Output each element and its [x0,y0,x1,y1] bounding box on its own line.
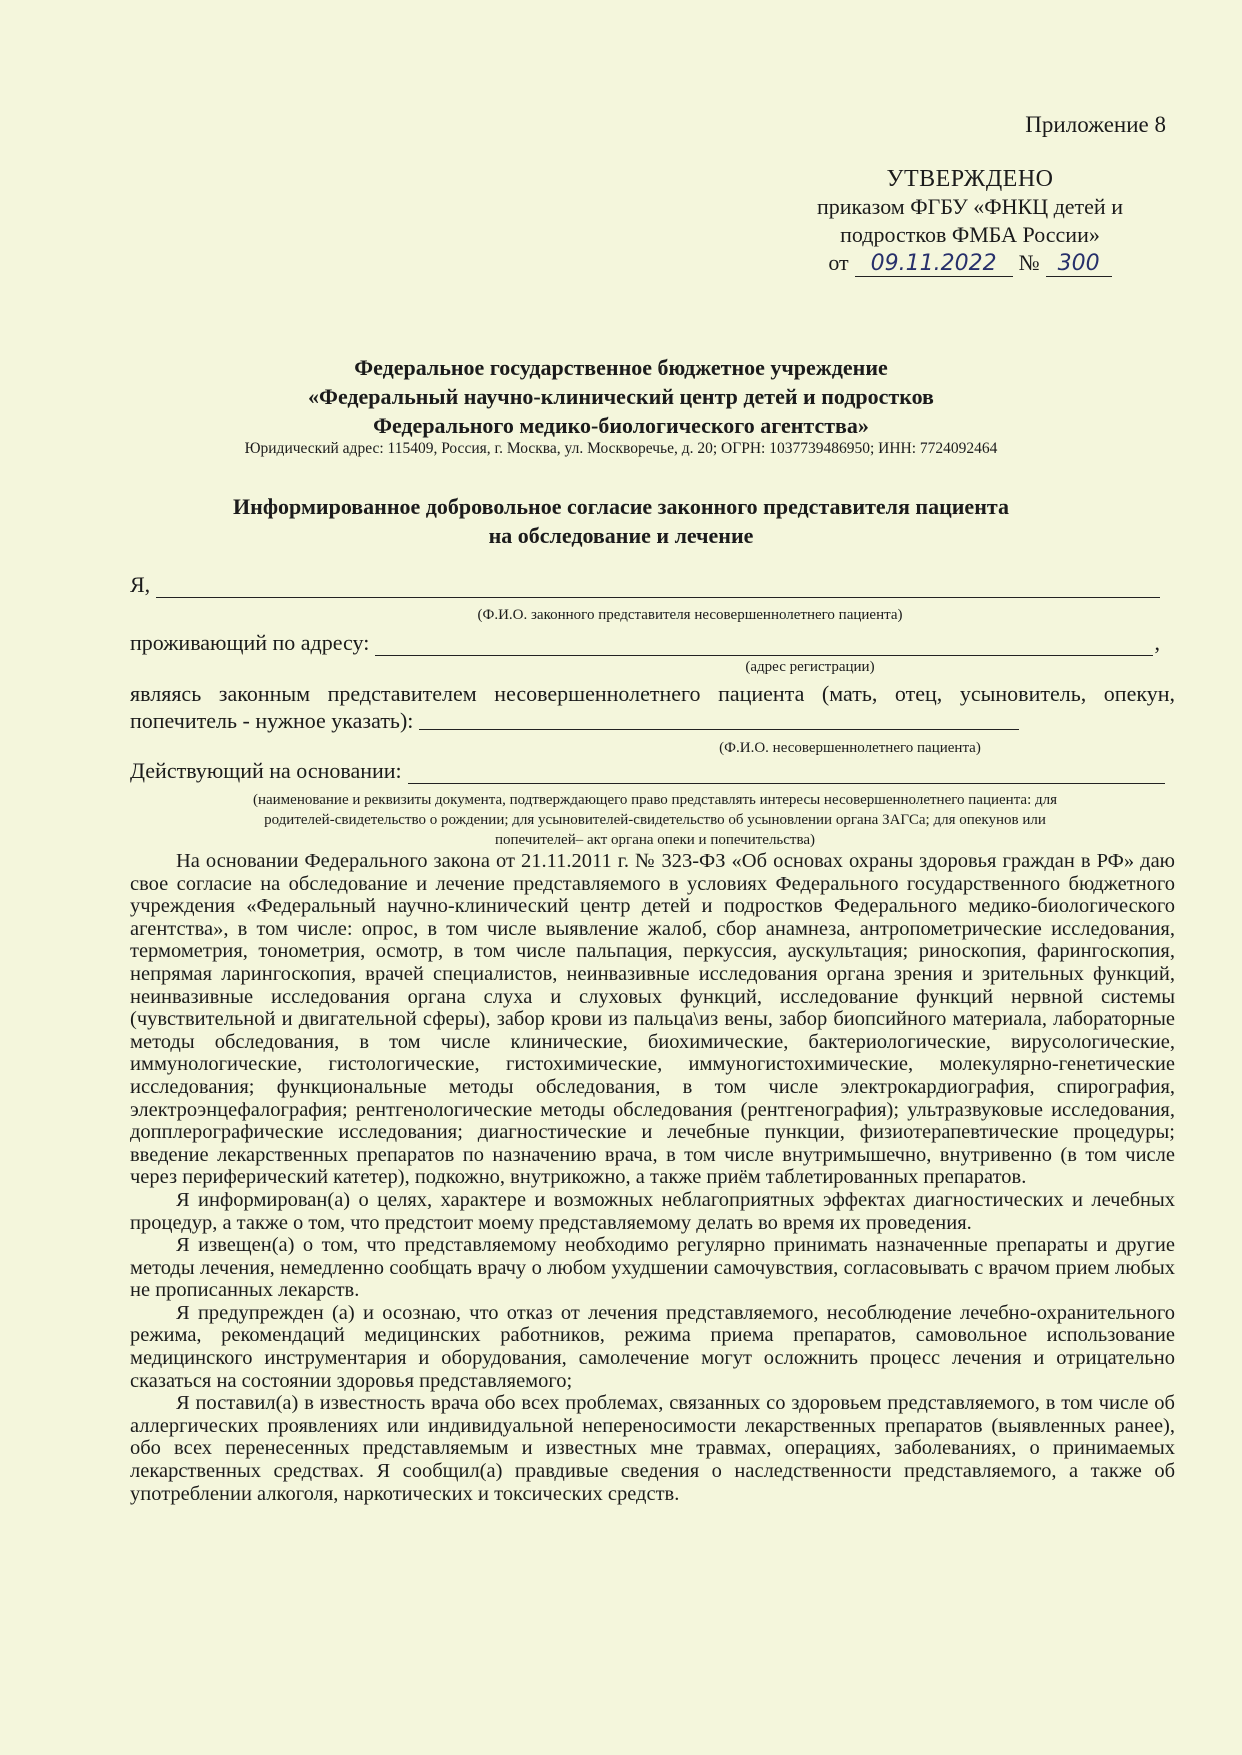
order-number: 300 [1046,252,1112,277]
patient-name-caption: (Ф.И.О. несовершеннолетнего пациента) [719,740,981,756]
representative-name-field[interactable] [156,575,1160,598]
org-line-1: Федеральное государственное бюджетное учреждение [354,355,888,380]
i-label: Я, [130,572,151,597]
basis-caption: (наименование и реквизиты документа, подтверждающего право представлять интересы несовершеннолетнего пациента: для родителей-свидетельство о рождении; для усыновителей-свидетельство об усыновлении органа ЗАГСа; для опекунов или попечителей– акт органа опеки и попечительства) [252,792,1058,848]
address-row [130,630,1160,656]
consent-body [130,850,1175,1505]
appendix-label: Приложение 8 [1025,112,1166,137]
consent-paragraph: Я поставил(а) в известность врача обо всех проблемах, связанных со здоровьем представляемого, в том числе об аллергических проявлениях или индивидуальной непереносимости лекарственных препаратов (выявленных ранее), обо всех перенесенных представляемым и известных мне травмах, операциях, заболеваниях, о принимаемых лекарственных средствах. Я сообщил(а) правдивые сведения о наследственности представляемого, а также об употреблении алкоголя, наркотических и токсических средств. [130,1392,1175,1505]
consent-paragraph: Я информирован(а) о целях, характере и возможных неблагоприятных эффектах диагностических и лечебных процедур, а также о том, что предстоит моему представляемому делать во время их проведения. [130,1188,1175,1234]
representative-name-caption: (Ф.И.О. законного представителя несовершеннолетнего пациента) [477,607,903,623]
consent-paragraph: Я предупрежден (а) и осознаю, что отказ от лечения представляемого, несоблюдение лечебно-охранительного режима, рекомендаций медицинских работников, режима приема препаратов, самовольное использование медицинского инструментария и оборудования, самолечение могут осложнить процесс лечения и отрицательно сказаться на состоянии здоровья представляемого; [130,1301,1175,1392]
org-line-2: «Федеральный научно-клинический центр детей и подростков [308,384,934,409]
approved-line-1: приказом ФГБУ «ФНКЦ детей и [817,194,1123,219]
title-line-2: на обследование и лечение [488,523,754,548]
basis-field[interactable] [408,761,1165,784]
representative-name-row [130,572,1160,598]
approved-line-2: подростков ФМБА России» [840,222,1100,247]
address-caption: (адрес регистрации) [745,659,875,675]
address-field[interactable] [375,633,1152,656]
title-line-1: Информированное добровольное согласие законного представителя пациента [233,494,1009,519]
patient-name-field[interactable] [419,709,1019,730]
order-number-label: № [1018,250,1040,275]
basis-label: Действующий на основании: [130,758,402,783]
order-from-label: от [828,250,849,275]
order-date: 09.11.2022 [855,252,1013,277]
approved-title: УТВЕРЖДЕНО [886,166,1054,192]
approval-block [790,165,1150,277]
address-label: проживающий по адресу: [130,630,370,655]
consent-paragraph: На основании Федерального закона от 21.11.2011 г. № 323-ФЗ «Об основах охраны здоровья граждан в РФ» даю свое согласие на обследование и лечение представляемого в условиях Федерального государственного бюджетного учреждения «Федеральный научно-клинический центр детей и подростков Федерального медико-биологического агентства», в том числе: опрос, в том числе выявление жалоб, сбор анамнеза, антропометрические исследования, термометрия, тонометрия, осмотр, в том числе пальпация, перкуссия, аускультация; риноскопия, фарингоскопия, непрямая ларингоскопия, врачей специалистов, неинвазивные исследования органа зрения и зрительных функций, неинвазивные исследования органа слуха и слуховых функций, исследование функций нервной системы (чувствительной и двигательной сферы), забор крови из пальца\из вены, забор биопсийного материала, лабораторные методы обследования, в том числе клинические, биохимические, бактериологические, вирусологические, иммунологические, гистологические, гистохимические, иммуногистохимические, молекулярно-генетические исследования; функциональные методы обследования, в том числе электрокардиография, спирография, электроэнцефалография; рентгенологические методы обследования (рентгенография); ультразвуковые исследования, допплерографические исследования; диагностические и лечебные пункции, физиотерапевтические процедуры; введение лекарственных препаратов по назначению врача, в том числе внутримышечно, внутривенно (в том числе через периферический катетер), подкожно, внутрикожно, а также приём таблетированных препаратов. [130,850,1175,1189]
consent-paragraph: Я извещен(а) о том, что представляемому необходимо регулярно принимать назначенные препараты и другие методы лечения, немедленно сообщать врачу о любом ухудшении самочувствия, согласовывать с врачом прием любых не прописанных лекарств. [130,1234,1175,1302]
org-line-3: Федерального медико-биологического агентства» [373,413,869,438]
order-line [790,249,1150,277]
basis-row [130,758,1165,784]
address-end: , [1154,630,1160,655]
legal-address: Юридический адрес: 115409, Россия, г. Москва, ул. Москворечье, д. 20; ОГРН: 1037739486950; ИНН: 7724092464 [244,440,998,457]
document-title [0,492,1242,550]
organization-name [0,353,1242,440]
representative-status-text: являясь законным представителем несовершеннолетнего пациента (мать, отец, усыновитель, опекун, попечитель - нужное указать): [130,681,1175,733]
